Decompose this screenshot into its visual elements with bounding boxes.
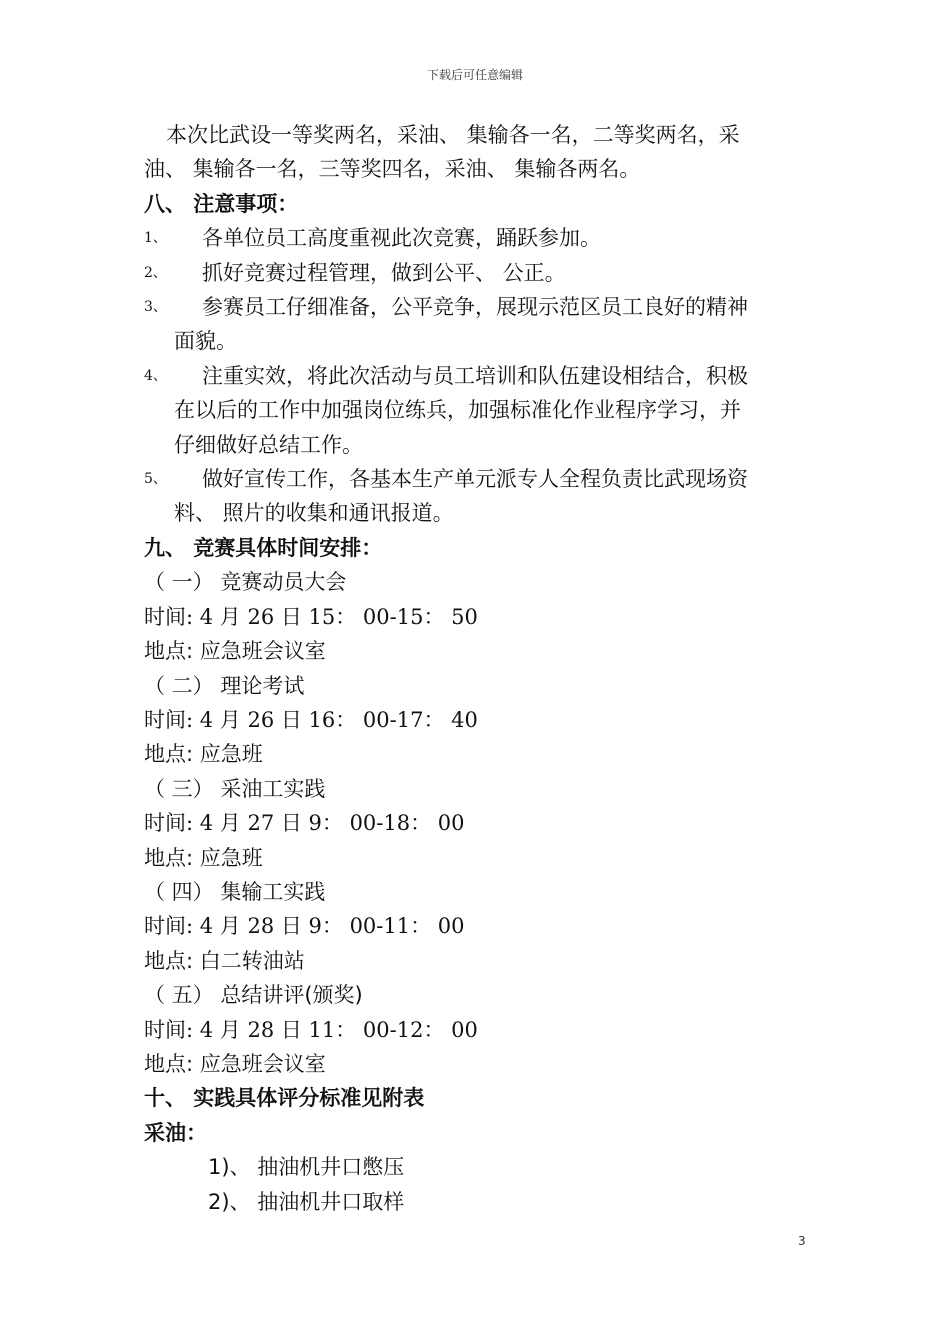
- list-number: 2、: [144, 264, 167, 281]
- list-text: 各单位员工高度重视此次竞赛，踊跃参加。: [202, 226, 601, 251]
- list-text-continued: 料、 照片的收集和通讯报道。: [174, 501, 454, 526]
- event-time: 时间: 4 月 28 日 9： 00-11： 00: [144, 914, 465, 939]
- page-header: 下载后可任意编辑: [426, 68, 523, 82]
- event-name: （ 一） 竞赛动员大会: [144, 570, 347, 595]
- list-number: 3、: [144, 299, 167, 316]
- list-item: [144, 221, 810, 255]
- section-9-title: 九、 竞赛具体时间安排：: [144, 535, 383, 560]
- event-time: 时间: 4 月 26 日 15： 00-15： 50: [144, 604, 478, 629]
- list-item: [144, 290, 810, 324]
- document-body: [144, 118, 810, 1219]
- intro-line-1: 本次比武设一等奖两名，采油、 集输各一名，二等奖两名，采: [166, 123, 740, 147]
- section-8-title: 八、 注意事项：: [144, 191, 299, 216]
- section-10-subtitle: 采油：: [144, 1120, 207, 1145]
- intro-line-2: 油、 集输各一名，三等奖四名，采油、 集输各两名。: [144, 157, 641, 182]
- list-item: [144, 359, 810, 393]
- event-place: 地点: 应急班会议室: [144, 1051, 326, 1076]
- list-text-continued: 在以后的工作中加强岗位练兵，加强标准化作业程序学习，并: [174, 398, 741, 423]
- list-text-continued: 面貌。: [174, 329, 237, 354]
- section-10-title: 十、 实践具体评分标准见附表: [144, 1086, 425, 1111]
- list-text: 参赛员工仔细准备，公平竞争，展现示范区员工良好的精神: [202, 295, 748, 320]
- event-name: （ 三） 采油工实践: [144, 776, 326, 801]
- list-number: 5、: [144, 471, 167, 488]
- event-name: （ 五） 总结讲评(颁奖): [144, 983, 363, 1008]
- list-text: 抓好竞赛过程管理，做到公平、 公正。: [202, 260, 566, 285]
- event-place: 地点: 应急班: [144, 742, 263, 767]
- list-item: [144, 462, 810, 496]
- event-place: 地点: 应急班: [144, 845, 263, 870]
- event-time: 时间: 4 月 28 日 11： 00-12： 00: [144, 1017, 478, 1042]
- list-number: 1、: [144, 230, 167, 247]
- page-number: 3: [798, 1234, 806, 1248]
- event-place: 地点: 应急班会议室: [144, 639, 326, 664]
- list-text: 注重实效，将此次活动与员工培训和队伍建设相结合，积极: [202, 363, 748, 388]
- sub-item: 1)、 抽油机井口憋压: [208, 1155, 405, 1180]
- event-time: 时间: 4 月 26 日 16： 00-17： 40: [144, 707, 478, 732]
- list-item: [144, 256, 810, 290]
- event-time: 时间: 4 月 27 日 9： 00-18： 00: [144, 811, 465, 836]
- event-name: （ 二） 理论考试: [144, 673, 305, 698]
- event-place: 地点: 白二转油站: [144, 948, 305, 973]
- list-text: 做好宣传工作，各基本生产单元派专人全程负责比武现场资: [202, 467, 748, 492]
- event-name: （ 四） 集输工实践: [144, 879, 326, 904]
- list-text-continued: 仔细做好总结工作。: [174, 432, 363, 457]
- list-number: 4、: [144, 367, 167, 384]
- sub-item: 2)、 抽油机井口取样: [208, 1189, 405, 1214]
